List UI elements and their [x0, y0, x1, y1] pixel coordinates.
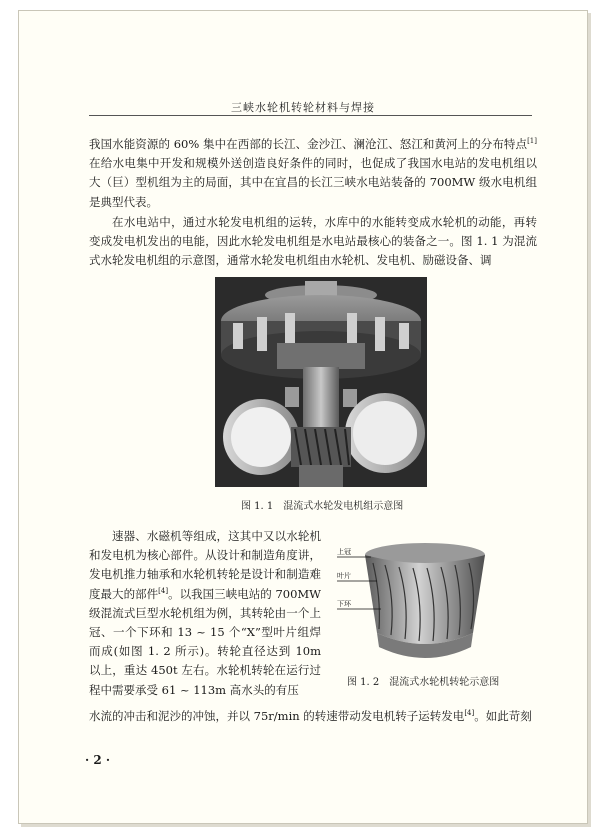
paragraph-3-text: 速器、水磁机等组成，这其中又以水轮机和发电机为核心部件。从设计和制造角度讲，发电机推力轴承和水轮机转轮是设计和制造难度最大的部件 — [89, 529, 321, 601]
paragraph-2: 在水电站中，通过水轮发电机组的运转，水库中的水能转变成水轮机的动能，再转变成发电机发出的电能，因此水轮发电机组是水电站最核心的装备之一。图 1. 1 为混流式水轮发电机组的示意图，通常水轮发电机组由水轮机、发电机、励磁设备、调 — [89, 215, 537, 268]
citation-1: [1] — [527, 137, 537, 146]
paragraph-4-tail: 。如此苛刻 — [474, 709, 532, 723]
paragraph-3 — [89, 527, 321, 700]
figure-1-caption: 图 1. 1 混流式水轮发电机组示意图 — [241, 501, 404, 512]
header-rule — [89, 115, 532, 116]
paragraph-4 — [89, 707, 537, 726]
page-number: · 2 · — [85, 753, 111, 767]
citation-4: [4] — [158, 586, 169, 595]
paragraph-1-text: 我国水能资源的 60% 集中在西部的长江、金沙江、澜沧江、怒江和黄河上的分布特点 — [89, 137, 528, 151]
figure-generator-unit — [215, 277, 427, 487]
figure-runner — [337, 537, 487, 665]
runner-illustration — [337, 537, 487, 665]
paragraph-1-tail: 在给水电集中开发和规模外送创造良好条件的同时，也促成了我国水电站的发电机组以大（巨）型机组为主的局面，其中在宜昌的长江三峡水电站装备的 700MW 级水电机组是典型代表。 — [89, 156, 537, 209]
runner-label-blade: 叶片 — [337, 572, 351, 580]
runner-label-band: 下环 — [337, 600, 351, 608]
figure-2-caption: 图 1. 2 混流式水轮机转轮示意图 — [347, 677, 500, 688]
citation-4b: [4] — [464, 709, 475, 718]
book-page — [18, 10, 588, 824]
paragraph-4-text: 水流的冲击和泥沙的冲蚀，并以 75r/min 的转速带动发电机转子运转发电 — [89, 709, 465, 723]
runner-label-crown: 上冠 — [337, 548, 351, 556]
generator-unit-illustration — [215, 277, 427, 487]
paragraph-1 — [89, 135, 537, 212]
running-header: 三峡水轮机转轮材料与焊接 — [231, 101, 375, 114]
paragraph-3-tail: 。以我国三峡电站的 700MW 级混流式巨型水轮机组为例，其转轮由一个上冠、一个下环和 13 ~ 15 个“X”型叶片组焊而成(如图 1. 2 所示)。转轮直径达到 10m 以上，重达 450t 左右。水轮机转轮在运行过程中需要承受 61 ~ 113m 高水头的有压 — [89, 586, 322, 697]
